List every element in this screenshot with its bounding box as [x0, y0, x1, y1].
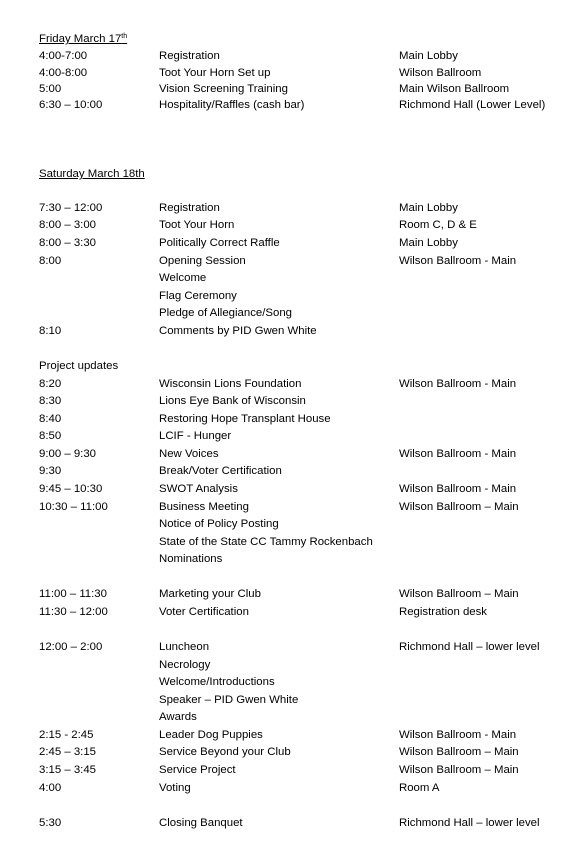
saturday-row — [0, 727, 582, 743]
row-location: Registration desk — [399, 606, 488, 618]
row-event: Leader Dog Puppies — [159, 729, 263, 741]
row-time: 5:00 — [39, 83, 62, 95]
saturday-row — [0, 657, 582, 673]
row-time: 8:50 — [39, 430, 62, 442]
row-time: 8:10 — [39, 325, 62, 337]
row-location: Main Lobby — [399, 202, 458, 214]
saturday-row — [0, 270, 582, 286]
saturday-row — [0, 604, 582, 620]
row-location: Wilson Ballroom - Main — [399, 448, 517, 460]
row-time: 8:00 – 3:00 — [39, 219, 97, 231]
row-time: 8:40 — [39, 413, 62, 425]
row-location: Wilson Ballroom - Main — [399, 255, 517, 267]
row-event: State of the State CC Tammy Rockenbach — [159, 536, 373, 548]
row-event: Restoring Hope Transplant House — [159, 413, 331, 425]
saturday-row — [0, 393, 582, 409]
row-event: Hospitality/Raffles (cash bar) — [159, 99, 305, 111]
friday-row — [0, 65, 582, 81]
saturday-row — [0, 815, 582, 831]
row-time: 8:20 — [39, 378, 62, 390]
row-location: Wilson Ballroom – Main — [399, 501, 519, 513]
saturday-row — [0, 674, 582, 690]
row-time: 2:15 - 2:45 — [39, 729, 94, 741]
saturday-row — [0, 551, 582, 567]
row-event: Opening Session — [159, 255, 246, 267]
row-time: 8:00 – 3:30 — [39, 237, 97, 249]
row-event: Voter Certification — [159, 606, 249, 618]
row-location: Wilson Ballroom - Main — [399, 729, 517, 741]
saturday-row — [0, 692, 582, 708]
row-event: Vision Screening Training — [159, 83, 288, 95]
saturday-row — [0, 744, 582, 760]
row-event: Service Beyond your Club — [159, 746, 291, 758]
row-event: Business Meeting — [159, 501, 249, 513]
row-location: Room C, D & E — [399, 219, 477, 231]
row-event: LCIF - Hunger — [159, 430, 232, 442]
row-time: 3:15 – 3:45 — [39, 764, 97, 776]
row-time: 7:30 – 12:00 — [39, 202, 103, 214]
saturday-row — [0, 253, 582, 269]
row-event: Toot Your Horn — [159, 219, 235, 231]
row-event: Comments by PID Gwen White — [159, 325, 317, 337]
saturday-row — [0, 323, 582, 339]
row-location: Main Lobby — [399, 50, 458, 62]
row-time: 11:00 – 11:30 — [39, 588, 107, 600]
row-event: Awards — [159, 711, 197, 723]
saturday-row — [0, 288, 582, 304]
saturday-row — [0, 428, 582, 444]
row-location: Richmond Hall (Lower Level) — [399, 99, 546, 111]
row-time: 6:30 – 10:00 — [39, 99, 103, 111]
saturday-row — [0, 481, 582, 497]
row-location: Wilson Ballroom – Main — [399, 764, 519, 776]
row-event: Notice of Policy Posting — [159, 518, 279, 530]
row-time: 11:30 – 12:00 — [39, 606, 108, 618]
row-location: Main Wilson Ballroom — [399, 83, 510, 95]
row-location: Room A — [399, 782, 440, 794]
row-time: Project updates — [39, 360, 119, 372]
saturday-row — [0, 499, 582, 515]
saturday-row — [0, 376, 582, 392]
saturday-row — [0, 217, 582, 233]
saturday-heading: Saturday March 18th — [39, 168, 145, 180]
row-event: Wisconsin Lions Foundation — [159, 378, 302, 390]
row-time: 8:30 — [39, 395, 62, 407]
saturday-heading-line — [0, 166, 582, 182]
row-event: Politically Correct Raffle — [159, 237, 280, 249]
row-event: Break/Voter Certification — [159, 465, 282, 477]
row-event: Luncheon — [159, 641, 210, 653]
row-time: 4:00 — [39, 782, 62, 794]
row-time: 4:00-7:00 — [39, 50, 88, 62]
saturday-row — [0, 463, 582, 479]
row-time: 8:00 — [39, 255, 62, 267]
row-event: New Voices — [159, 448, 219, 460]
saturday-row — [0, 235, 582, 251]
row-time: 9:00 – 9:30 — [39, 448, 97, 460]
row-event: Lions Eye Bank of Wisconsin — [159, 395, 306, 407]
row-location: Wilson Ballroom – Main — [399, 746, 519, 758]
row-time: 4:00-8:00 — [39, 67, 88, 79]
row-location: Wilson Ballroom - Main — [399, 378, 517, 390]
row-event: Flag Ceremony — [159, 290, 237, 302]
row-time: 9:30 — [39, 465, 62, 477]
friday-heading-suffix: th — [121, 33, 128, 40]
row-event: Service Project — [159, 764, 236, 776]
row-location: Richmond Hall – lower level — [399, 817, 540, 829]
saturday-row — [0, 534, 582, 550]
row-event: Nominations — [159, 553, 223, 565]
friday-heading-line — [0, 31, 582, 47]
row-event: Welcome — [159, 272, 207, 284]
row-location: Wilson Ballroom - Main — [399, 483, 517, 495]
row-event: Registration — [159, 50, 220, 62]
row-location: Wilson Ballroom – Main — [399, 588, 519, 600]
row-event: Pledge of Allegiance/Song — [159, 307, 292, 319]
row-location: Wilson Ballroom — [399, 67, 482, 79]
row-time: 5:30 — [39, 817, 62, 829]
friday-row — [0, 48, 582, 64]
row-event: Necrology — [159, 659, 211, 671]
saturday-row — [0, 780, 582, 796]
row-time: 12:00 – 2:00 — [39, 641, 103, 653]
row-event: Welcome/Introductions — [159, 676, 275, 688]
row-time: 2:45 – 3:15 — [39, 746, 97, 758]
saturday-row — [0, 586, 582, 602]
saturday-row — [0, 358, 582, 374]
row-event: Marketing your Club — [159, 588, 261, 600]
row-event: Speaker – PID Gwen White — [159, 694, 299, 706]
saturday-row — [0, 516, 582, 532]
saturday-row — [0, 411, 582, 427]
saturday-row — [0, 200, 582, 216]
row-event: Toot Your Horn Set up — [159, 67, 271, 79]
saturday-row — [0, 639, 582, 655]
friday-row — [0, 81, 582, 97]
friday-heading: Friday March 17th — [39, 33, 128, 45]
row-time: 9:45 – 10:30 — [39, 483, 103, 495]
row-event: Closing Banquet — [159, 817, 243, 829]
saturday-row — [0, 446, 582, 462]
saturday-row — [0, 305, 582, 321]
row-location: Richmond Hall – lower level — [399, 641, 540, 653]
friday-row — [0, 97, 582, 113]
row-time: 10:30 – 11:00 — [39, 501, 108, 513]
saturday-row — [0, 709, 582, 725]
saturday-row — [0, 762, 582, 778]
row-event: Voting — [159, 782, 191, 794]
row-event: Registration — [159, 202, 220, 214]
row-event: SWOT Analysis — [159, 483, 238, 495]
row-location: Main Lobby — [399, 237, 458, 249]
